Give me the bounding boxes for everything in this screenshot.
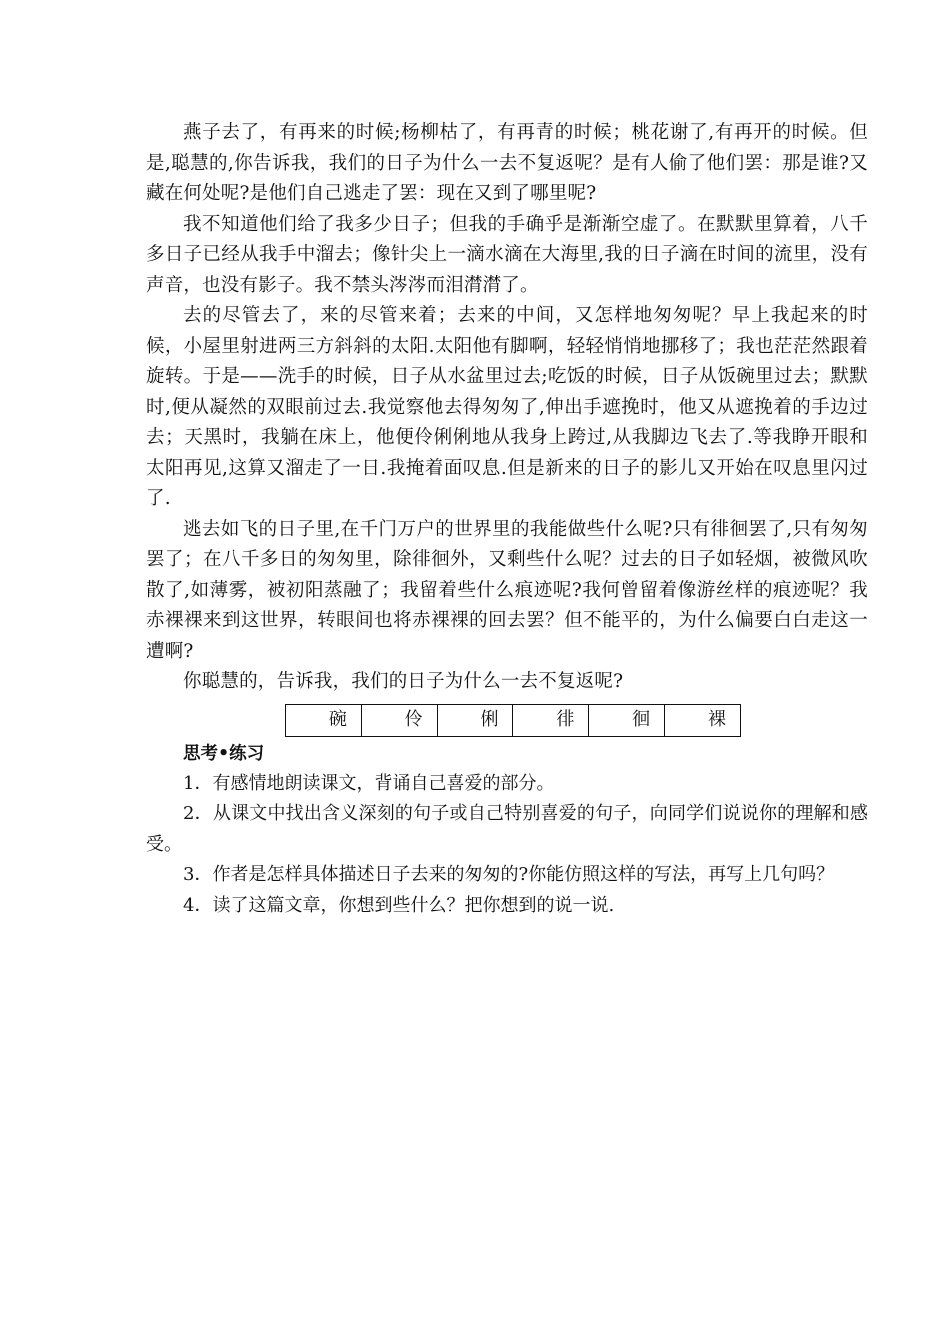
paragraph-1: 燕子去了，有再来的时候;杨柳枯了，有再青的时候；桃花谢了,有再开的时候。但是,聪慧的,你告诉我，我们的日子为什么一去不复返呢？是有人偷了他们罢：那是谁?又藏在何处呢?是他们自己逃走了罢：现在又到了哪里呢?: [146, 122, 868, 204]
exercise-item-3: 3．作者是怎样具体描述日子去来的匆匆的?你能仿照这样的写法，再写上几句吗？: [183, 864, 835, 885]
exercise-list: [146, 769, 868, 922]
paragraph-5: 你聪慧的，告诉我，我们的日子为什么一去不复返呢?: [183, 671, 624, 692]
vocabulary-row: [286, 704, 741, 736]
paragraph-3: 去的尽管去了，来的尽管来着；去来的中间，又怎样地匆匆呢？早上我起来的时候，小屋里射进两三方斜斜的太阳.太阳他有脚啊，轻轻悄悄地挪移了；我也茫茫然跟着旋转。于是——洗手的时候，日子从水盆里过去;吃饭的时候，日子从饭碗里过去；默默时,便从凝然的双眼前过去.我觉察他去得匆匆了,伸出手遮挽时，他又从遮挽着的手边过去；天黑时，我躺在床上，他便伶俐俐地从我身上跨过,从我脚边飞去了.等我睁开眼和太阳再见,这算又溜走了一日.我掩着面叹息.但是新来的日子的影儿又开始在叹息里闪过了.: [146, 305, 868, 509]
vocab-char-3: 俐: [437, 704, 513, 736]
exercise-item-2: 2．从课文中找出含义深刻的句子或自己特别喜爱的句子，向同学们说说你的理解和感受。: [146, 803, 868, 855]
vocab-char-2: 伶: [361, 704, 437, 736]
document-page: [146, 118, 868, 921]
vocab-char-4: 徘: [513, 704, 589, 736]
exercise-heading: 思考•练习: [183, 743, 265, 764]
exercise-item-1: 1．有感情地朗读课文，背诵自己喜爱的部分。: [183, 772, 555, 794]
paragraph-2: 我不知道他们给了我多少日子；但我的手确乎是渐渐空虚了。在默默里算着，八千多日子已经从我手中溜去；像针尖上一滴水滴在大海里,我的日子滴在时间的流里，没有声音，也没有影子。我不禁头涔涔而泪潸潸了。: [146, 213, 868, 296]
exercise-item-4: 4．读了这篇文章，你想到些什么？把你想到的说一说.: [183, 894, 615, 916]
paragraph-4: 逃去如飞的日子里,在千门万户的世界里的我能做些什么呢?只有徘徊罢了,只有匆匆罢了；在八千多日的匆匆里，除徘徊外，又剩些什么呢？过去的日子如轻烟，被微风吹散了,如薄雾，被初阳蒸融了；我留着些什么痕迹呢?我何曾留着像游丝样的痕迹呢？我赤裸裸来到这世界，转眼间也将赤裸裸的回去罢？但不能平的，为什么偏要白白走这一遭啊?: [146, 518, 868, 662]
vocab-char-1: 碗: [286, 704, 362, 736]
vocabulary-table: [285, 704, 741, 737]
vocab-char-6: 裸: [665, 704, 741, 736]
vocab-char-5: 徊: [589, 704, 665, 736]
